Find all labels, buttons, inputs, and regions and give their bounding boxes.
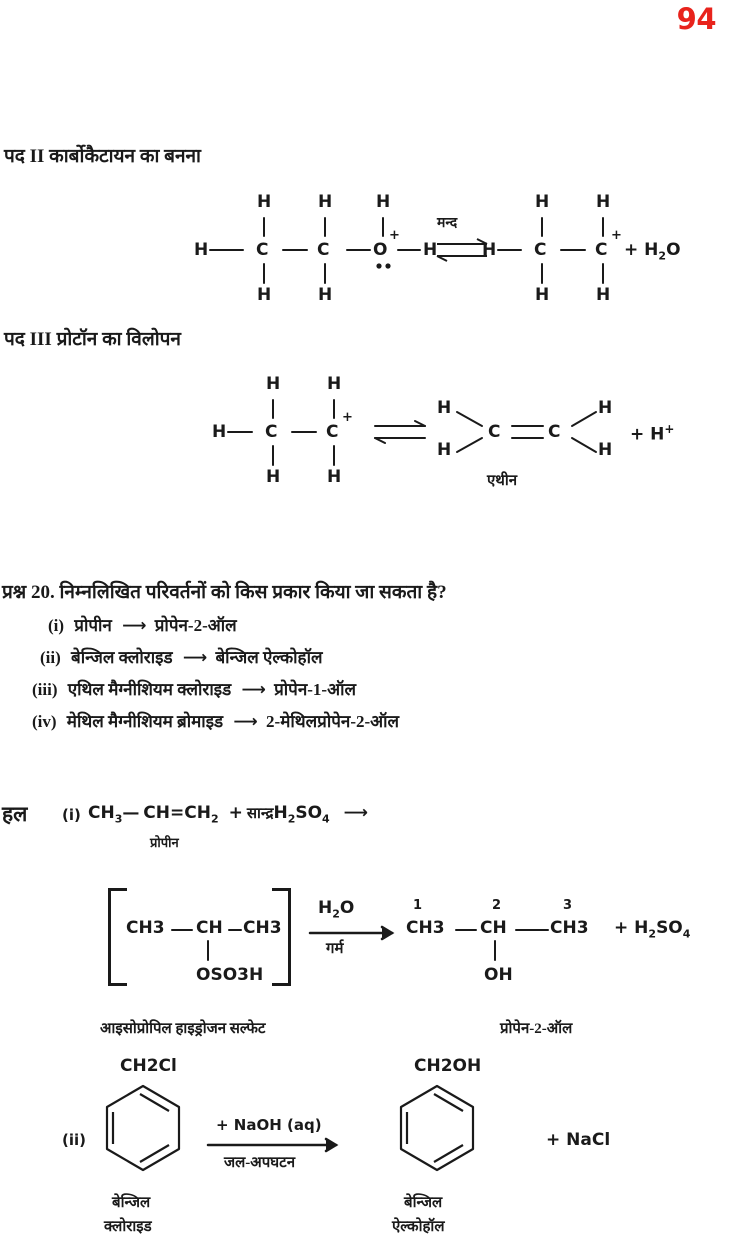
atom-label: H <box>535 192 550 212</box>
water-h: H <box>644 240 659 260</box>
question-item-number: (i) <box>48 616 65 635</box>
benzyl-alcohol-caption-1: बेन्जिल <box>404 1195 443 1211</box>
atom-label: C <box>256 240 269 260</box>
atom-label: C <box>326 422 339 442</box>
h2so4-label: $H_2SO_4$ <box>273 803 330 826</box>
question-item-from: एथिल मैग्नीशियम क्लोराइड <box>67 680 232 699</box>
atom-label: H <box>327 467 342 487</box>
arrow-icon: ⟶ <box>241 680 264 700</box>
water-o: O <box>666 240 681 260</box>
question-item-number: (iv) <box>32 712 57 731</box>
benzyl-chloride-caption-2: क्लोराइड <box>104 1219 152 1235</box>
label-text: CH3 <box>126 918 165 938</box>
label-text: CH3 <box>406 918 445 938</box>
single-bond-icon: — <box>122 803 144 823</box>
ch-label: CH <box>143 803 171 823</box>
question-item-number: (ii) <box>40 648 61 667</box>
arrow-icon: ⟶ <box>122 616 145 636</box>
arrow-icon: ⟶ <box>233 712 256 732</box>
question-title: प्रश्न 20. निम्नलिखित परिवर्तनों को किस प्रकार किया जा सकता है? <box>2 582 447 603</box>
atom-label: H <box>482 240 497 260</box>
atom-label: H <box>194 240 209 260</box>
sub-2: 2 <box>332 907 340 921</box>
naoh-arrow-bottom-label: जल-अपघटन <box>224 1155 296 1171</box>
naoh-arrow-top-label: + NaOH (aq) <box>216 1116 322 1134</box>
carbon-number-2: 2 <box>492 898 502 913</box>
label-text: CH3 <box>243 918 282 938</box>
water-sub: 2 <box>658 249 667 263</box>
label-text: H <box>318 898 333 918</box>
atom-label: H <box>596 285 611 305</box>
ch2-sub: 2 <box>210 812 219 826</box>
ch3-sub: 3 <box>114 812 123 826</box>
atom-label: H <box>596 192 611 212</box>
atom-label: C <box>595 240 608 260</box>
question-item <box>32 709 730 732</box>
atom-label: C <box>534 240 547 260</box>
page-number: 94 <box>676 2 716 36</box>
question-item-to: प्रोपेन-2-ऑल <box>154 616 237 635</box>
step-3-heading: पद III प्रोटॉन का विलोपन <box>4 329 181 350</box>
question-item-number: (iii) <box>32 680 58 699</box>
proton-label: + H <box>630 424 665 445</box>
atom-label: H <box>598 440 613 460</box>
atom-label: H <box>376 192 391 212</box>
atom-label: H <box>266 467 281 487</box>
atom-label: H <box>437 398 452 418</box>
solution-label: हल <box>2 802 28 826</box>
question-item-from: प्रोपीन <box>74 616 112 635</box>
carbon-number-3: 3 <box>563 898 573 913</box>
question-item-from: मेथिल मैग्नीशियम ब्रोमाइड <box>66 712 224 731</box>
question-item-to: बेन्जिल ऐल्कोहॉल <box>215 648 323 667</box>
atom-label: H <box>598 398 613 418</box>
benzyl-alcohol-caption-2: ऐल्कोहॉल <box>392 1219 445 1235</box>
nacl-byproduct: + NaCl <box>546 1130 611 1150</box>
step-2-reaction <box>0 180 730 315</box>
propene-formula <box>88 803 366 825</box>
step-2-diagram <box>0 180 730 315</box>
atom-label: H <box>318 285 333 305</box>
product-plus-acid: + $H_2SO_4$ <box>614 918 691 941</box>
label-text: CH <box>480 918 507 938</box>
atom-label: H <box>212 422 227 442</box>
solution-part-2-number: (ii) <box>62 1131 86 1149</box>
charge-label: + <box>389 228 400 243</box>
charge-label: + <box>611 228 622 243</box>
product-oh: OH <box>484 965 513 985</box>
step-2-heading: पद II कार्बोकैटायन का बनना <box>4 146 201 167</box>
atom-label: H <box>257 285 272 305</box>
carbon-number-1: 1 <box>413 898 423 913</box>
atom-label: H <box>318 192 333 212</box>
plus-sign: + <box>228 803 243 823</box>
benzyl-chloride-caption-1: बेन्जिल <box>112 1195 151 1211</box>
atom-label: O <box>373 240 388 260</box>
arrow-icon: ⟶ <box>182 648 206 668</box>
atom-label: H <box>327 374 342 394</box>
propan-2-ol-caption: प्रोपेन-2-ऑल <box>500 1021 573 1037</box>
product-water <box>624 240 681 262</box>
question-item <box>40 645 730 668</box>
atom-label: C <box>265 422 278 442</box>
label-o: O <box>339 898 355 918</box>
conc-label: सान्द्र <box>246 806 274 822</box>
benzyl-chloride-group: CH2Cl <box>120 1056 177 1076</box>
benzene-ring-product <box>390 1078 500 1198</box>
atom-label: H <box>257 192 272 212</box>
arrow-icon: ⟶ <box>343 803 366 823</box>
question-item-from: बेन्जिल क्लोराइड <box>71 648 173 667</box>
atom-label: H <box>423 240 438 260</box>
benzyl-alcohol-group: CH2OH <box>414 1056 482 1076</box>
charge-label: + <box>342 410 353 425</box>
benzene-ring-icon <box>96 1078 206 1198</box>
atom-label: C <box>548 422 561 442</box>
proton-charge: + <box>664 422 675 436</box>
arrow-bottom-label: गर्म <box>326 941 344 957</box>
propene-caption: प्रोपीन <box>150 835 179 850</box>
atom-label: H <box>266 374 281 394</box>
label-text: OSO3H <box>196 965 264 985</box>
atom-label: C <box>317 240 330 260</box>
atom-label: C <box>488 422 501 442</box>
double-bond-icon: = <box>170 803 185 823</box>
plus-sign: + <box>614 918 629 938</box>
question-item-to: 2-मेथिलप्रोपेन-2-ऑल <box>266 712 400 731</box>
label-text: CH3 <box>550 918 589 938</box>
label-text: CH <box>196 918 223 938</box>
atom-label: H <box>535 285 550 305</box>
question-block <box>0 578 730 732</box>
arrow-label-mand: मन्द <box>437 216 458 231</box>
step-3-diagram <box>0 360 730 500</box>
benzene-ring-icon <box>390 1078 500 1198</box>
ch3-label: CH <box>88 803 115 823</box>
question-item-to: प्रोपेन-1-ऑल <box>274 680 356 699</box>
solution-part-1-number: (i) <box>62 806 81 824</box>
question-item <box>48 613 730 636</box>
ch2-label: CH <box>184 803 211 823</box>
question-item <box>32 677 730 700</box>
plus-sign: + <box>624 240 639 260</box>
isopropyl-hydrogen-sulphate-caption: आइसोप्रोपिल हाइड्रोजन सल्फेट <box>100 1021 266 1037</box>
step-3-reaction <box>0 360 730 500</box>
ethene-caption: एथीन <box>487 473 518 489</box>
benzene-ring-reactant <box>96 1078 206 1198</box>
product-proton <box>630 422 674 445</box>
atom-label: H <box>437 440 452 460</box>
